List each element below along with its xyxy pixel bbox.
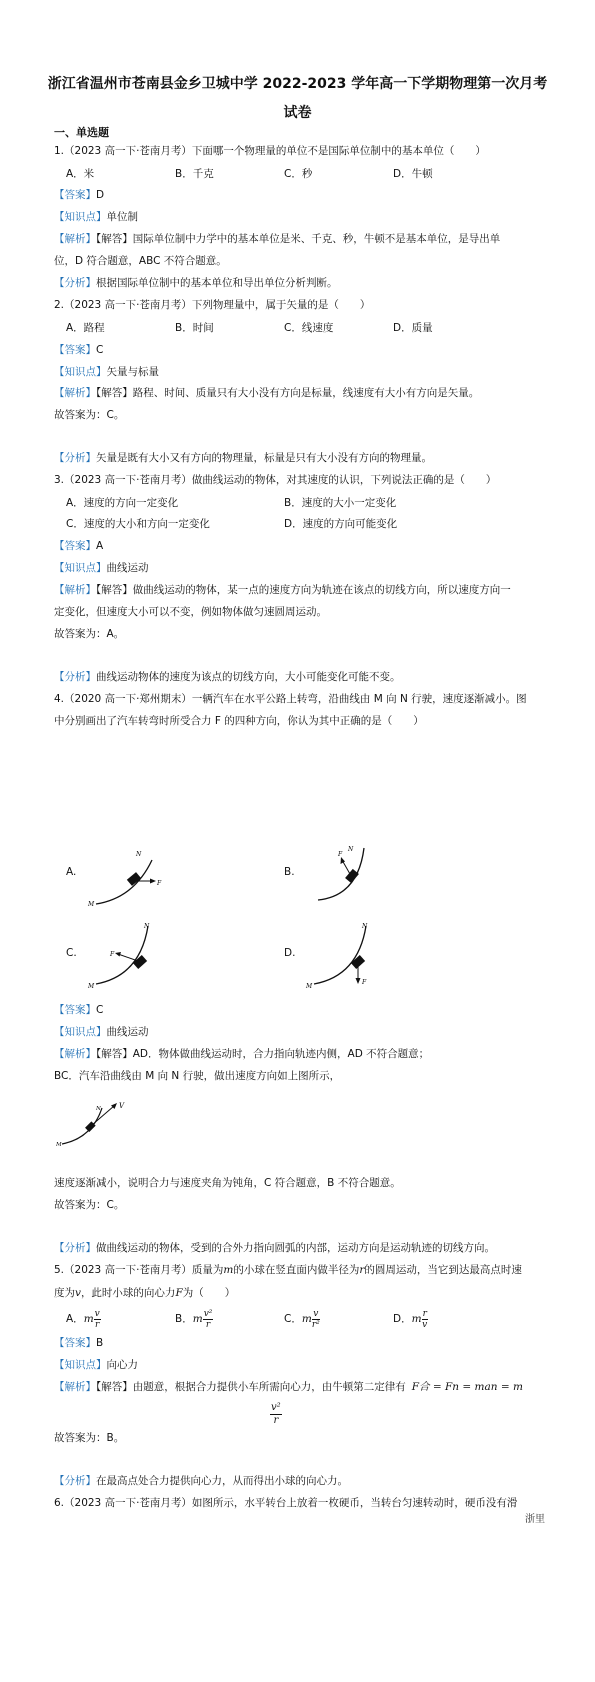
- q2-option-a: A．路程: [66, 322, 105, 334]
- q1-answer: [54, 188, 104, 202]
- analysis-tag: 【解析】: [54, 233, 96, 245]
- q4-analysis: [54, 1047, 429, 1061]
- solve-tag: 【解答】: [96, 1381, 133, 1393]
- q5-fenxi: [54, 1474, 348, 1488]
- q5-stem-e: ，此时小球的向心力: [80, 1287, 176, 1299]
- q5-knowledge-value: 向心力: [106, 1359, 138, 1371]
- fenxi-tag: 【分析】: [54, 277, 96, 289]
- q5-answer: [54, 1336, 103, 1350]
- q5-option-d-den: v: [422, 1319, 428, 1330]
- q4-stem: 4.（2020 高一下·郑州期末）一辆汽车在水平公路上转弯，沿曲线由 M 向 N 行驶，速度逐渐减小。图: [54, 693, 527, 705]
- q5-option-b-m: m: [192, 1313, 203, 1325]
- q1-knowledge-value: 单位制: [106, 211, 138, 223]
- q2-analysis-text: 路程、时间、质量只有大小没有方向是标量，线速度有大小有方向是矢量。: [132, 387, 480, 399]
- answer-tag: 【答案】: [54, 344, 96, 356]
- q5-option-d-label: D．: [393, 1313, 412, 1325]
- q1-option-d: D．牛顿: [393, 168, 433, 180]
- q5-stem-a: 5.（2023 高一下·苍南月考）质量为: [54, 1264, 224, 1276]
- knowledge-tag: 【知识点】: [54, 1026, 107, 1038]
- q4-figure-a: [84, 840, 184, 910]
- q4-fig-d-label: D.: [284, 947, 296, 959]
- page-footer: 浙里: [525, 1514, 545, 1525]
- q4-knowledge-value: 曲线运动: [106, 1026, 149, 1038]
- solve-tag: 【解答】: [96, 233, 133, 245]
- q5-stem-cont: [54, 1286, 235, 1300]
- q5-stem-f: 为（ ）: [182, 1287, 236, 1299]
- q4-vel-n: N: [96, 1106, 101, 1112]
- q4-velocity-figure: [56, 1098, 146, 1148]
- fenxi-tag: 【分析】: [54, 452, 96, 464]
- q4-fenxi-text: 做曲线运动的物体，受到的合外力指向圆弧的内部，运动方向是运动轨迹的切线方向。: [96, 1242, 495, 1254]
- knowledge-tag: 【知识点】: [54, 366, 107, 378]
- q4-fig-a-m: M: [88, 901, 95, 908]
- q1-analysis: [54, 232, 500, 246]
- q5-option-a-m: m: [83, 1313, 94, 1325]
- page-title-line2: 试卷: [283, 105, 312, 121]
- q4-stem-cont: 中分别画出了汽车转弯时所受合力 F 的四种方向，你认为其中正确的是（ ）: [54, 715, 424, 727]
- fenxi-tag: 【分析】: [54, 1475, 96, 1487]
- q2-option-d: D．质量: [393, 322, 433, 334]
- q6-stem: 6.（2023 高一下·苍南月考）如图所示，水平转台上放着一枚硬币，当转台匀速转动时，硬币没有滑: [54, 1497, 518, 1509]
- q3-option-b: B．速度的大小一定变化: [284, 497, 397, 509]
- q4-fig-c-m: M: [88, 983, 95, 990]
- q5-answer-value: B: [96, 1337, 104, 1349]
- q5-option-a-den: r: [95, 1319, 100, 1330]
- q5-radius-symbol: r: [359, 1264, 365, 1276]
- q5-option-a: [66, 1308, 101, 1330]
- q2-knowledge-value: 矢量与标量: [106, 366, 159, 378]
- q3-fenxi-text: 曲线运动物体的速度为该点的切线方向，大小可能变化可能不变。: [96, 671, 401, 683]
- answer-tag: 【答案】: [54, 1337, 96, 1349]
- knowledge-tag: 【知识点】: [54, 1359, 107, 1371]
- q5-formula: F合 = Fn = man = m: [411, 1381, 523, 1393]
- q3-answer-value: A: [96, 540, 104, 552]
- q4-figure-d: [302, 918, 402, 998]
- q4-analysis-cont: BC．汽车沿曲线由 M 向 N 行驶，做出速度方向如上图所示，: [54, 1070, 341, 1082]
- q5-option-c-den: r²: [311, 1319, 320, 1330]
- q5-velocity-symbol: v: [75, 1287, 81, 1299]
- q4-fig-d-n: N: [362, 923, 368, 930]
- q5-option-b-label: B．: [175, 1313, 193, 1325]
- q2-stem: 2.（2023 高一下·苍南月考）下列物理量中，属于矢量的是（ ）: [54, 299, 371, 311]
- q4-vel-v: V: [119, 1102, 125, 1110]
- q4-answer-value: C: [96, 1004, 104, 1016]
- q5-stem-c: 的圆周运动，当它到达最高点时速: [364, 1264, 522, 1276]
- fenxi-tag: 【分析】: [54, 1242, 96, 1254]
- q2-answer-value: C: [96, 344, 104, 356]
- q4-fig-c-n: N: [144, 923, 150, 930]
- q3-option-a: A．速度的方向一定变化: [66, 497, 179, 509]
- q5-option-d-m: m: [411, 1313, 422, 1325]
- q5-knowledge: [54, 1358, 138, 1372]
- answer-tag: 【答案】: [54, 1004, 96, 1016]
- q3-answer: [54, 539, 103, 553]
- q5-analysis-text: 由题意，根据合力提供小车所需向心力，由牛顿第二定律有: [132, 1381, 406, 1393]
- q3-option-c: C．速度的大小和方向一定变化: [66, 518, 210, 530]
- q1-answer-value: D: [96, 189, 105, 201]
- q5-option-a-frac: [94, 1309, 101, 1330]
- q4-analysis-text: AD．物体做曲线运动时，合力指向轨迹内侧，AD 不符合题意；: [132, 1048, 430, 1060]
- q5-mass-symbol: m: [223, 1264, 234, 1276]
- solve-tag: 【解答】: [96, 1048, 133, 1060]
- q5-option-b-den: r: [205, 1319, 211, 1330]
- q5-option-c-label: C．: [284, 1313, 302, 1325]
- page-title: 浙江省温州市苍南县金乡卫城中学 2022-2023 学年高一下学期物理第一次月考: [47, 76, 548, 92]
- q5-fenxi-text: 在最高点处合力提供向心力，从而得出小球的向心力。: [96, 1475, 348, 1487]
- q4-fig-b-label: B.: [284, 866, 295, 878]
- q2-knowledge: [54, 365, 159, 379]
- q5-stem-b: 的小球在竖直面内做半径为: [233, 1264, 360, 1276]
- q4-vel-m: M: [56, 1142, 62, 1148]
- q5-force-symbol: F: [175, 1287, 183, 1299]
- q5-option-a-label: A．: [66, 1313, 84, 1325]
- q4-fenxi: [54, 1241, 495, 1255]
- q4-fig-a-f: F: [157, 880, 162, 887]
- q5-option-d-num: r: [422, 1308, 427, 1319]
- q5-stem-d: 度为: [54, 1287, 75, 1299]
- q5-formula-frac: [270, 1402, 282, 1427]
- q5-analysis: [54, 1380, 523, 1394]
- q2-answer: [54, 343, 103, 357]
- q3-option-d: D．速度的方向可能变化: [284, 518, 398, 530]
- q4-answer: [54, 1003, 103, 1017]
- q1-option-a: A．米: [66, 168, 95, 180]
- q2-conclusion: 故答案为：C。: [54, 409, 125, 421]
- q5-option-b-frac: [203, 1309, 214, 1330]
- analysis-tag: 【解析】: [54, 387, 96, 399]
- q5-stem: [54, 1263, 522, 1277]
- q3-knowledge-value: 曲线运动: [106, 562, 149, 574]
- q4-fig-d-f: F: [362, 979, 367, 986]
- solve-tag: 【解答】: [96, 387, 133, 399]
- analysis-tag: 【解析】: [54, 1048, 96, 1060]
- q2-fenxi: [54, 451, 432, 465]
- q4-fig-d-m: M: [306, 983, 313, 990]
- q5-option-a-num: v: [94, 1308, 100, 1319]
- q3-stem: 3.（2023 高一下·苍南月考）做曲线运动的物体，对其速度的认识，下列说法正确的是（ ）: [54, 474, 497, 486]
- q1-stem: 1.（2023 高一下·苍南月考）下面哪一个物理量的单位不是国际单位制中的基本单位（ ）: [54, 145, 486, 157]
- q4-fig-a-label: A.: [66, 866, 77, 878]
- q4-conclusion: 故答案为：C。: [54, 1199, 125, 1211]
- q4-fig-a-n: N: [136, 851, 142, 858]
- q3-analysis-cont: 定变化，但速度大小可以不变，例如物体做匀速圆周运动。: [54, 606, 327, 618]
- q4-analysis-cont2: 速度逐渐减小，说明合力与速度夹角为钝角，C 符合题意，B 不符合题意。: [54, 1177, 401, 1189]
- q5-formula-num: v²: [271, 1402, 281, 1413]
- q2-option-b: B．时间: [175, 322, 214, 334]
- q5-option-d-frac: [422, 1309, 428, 1330]
- solve-tag: 【解答】: [96, 584, 133, 596]
- q1-knowledge: [54, 210, 138, 224]
- q5-option-b-num: v²: [203, 1308, 213, 1319]
- q1-option-c: C．秒: [284, 168, 313, 180]
- q3-conclusion: 故答案为：A。: [54, 628, 125, 640]
- q1-option-b: B．千克: [175, 168, 214, 180]
- q5-option-c-frac: [312, 1309, 320, 1330]
- q5-option-c-num: v: [313, 1308, 319, 1319]
- q5-option-b: [175, 1308, 213, 1330]
- section-heading: 一、单选题: [54, 126, 109, 139]
- q4-fig-b-n: N: [348, 846, 354, 853]
- q5-conclusion: 故答案为：B。: [54, 1432, 125, 1444]
- q3-analysis: [54, 583, 511, 597]
- q2-analysis: [54, 386, 479, 400]
- answer-tag: 【答案】: [54, 189, 96, 201]
- q2-fenxi-text: 矢量是既有大小又有方向的物理量，标量是只有大小没有方向的物理量。: [96, 452, 432, 464]
- fenxi-tag: 【分析】: [54, 671, 96, 683]
- q5-formula-den: r: [273, 1415, 279, 1426]
- q1-analysis-cont: 位，D 符合题意，ABC 不符合题意。: [54, 255, 227, 267]
- analysis-tag: 【解析】: [54, 1381, 96, 1393]
- q5-option-c-m: m: [301, 1313, 312, 1325]
- q5-option-c: [284, 1308, 320, 1330]
- q4-figure-b: [302, 840, 402, 910]
- q1-analysis-text: 国际单位制中力学中的基本单位是米、千克、秒，牛顿不是基本单位，是导出单: [132, 233, 501, 245]
- q4-knowledge: [54, 1025, 149, 1039]
- q4-fig-c-f: F: [110, 951, 115, 958]
- knowledge-tag: 【知识点】: [54, 562, 107, 574]
- q3-analysis-text: 做曲线运动的物体，某一点的速度方向为轨迹在该点的切线方向，所以速度方向一: [132, 584, 511, 596]
- analysis-tag: 【解析】: [54, 584, 96, 596]
- knowledge-tag: 【知识点】: [54, 211, 107, 223]
- q1-fenxi-text: 根据国际单位制中的基本单位和导出单位分析判断。: [96, 277, 338, 289]
- q3-fenxi: [54, 670, 401, 684]
- q4-fig-b-f: F: [338, 851, 343, 858]
- q5-option-d: [393, 1308, 428, 1330]
- q2-option-c: C．线速度: [284, 322, 334, 334]
- q4-figure-c: [84, 918, 184, 998]
- q3-knowledge: [54, 561, 149, 575]
- q1-fenxi: [54, 276, 338, 290]
- answer-tag: 【答案】: [54, 540, 96, 552]
- q4-fig-c-label: C.: [66, 947, 77, 959]
